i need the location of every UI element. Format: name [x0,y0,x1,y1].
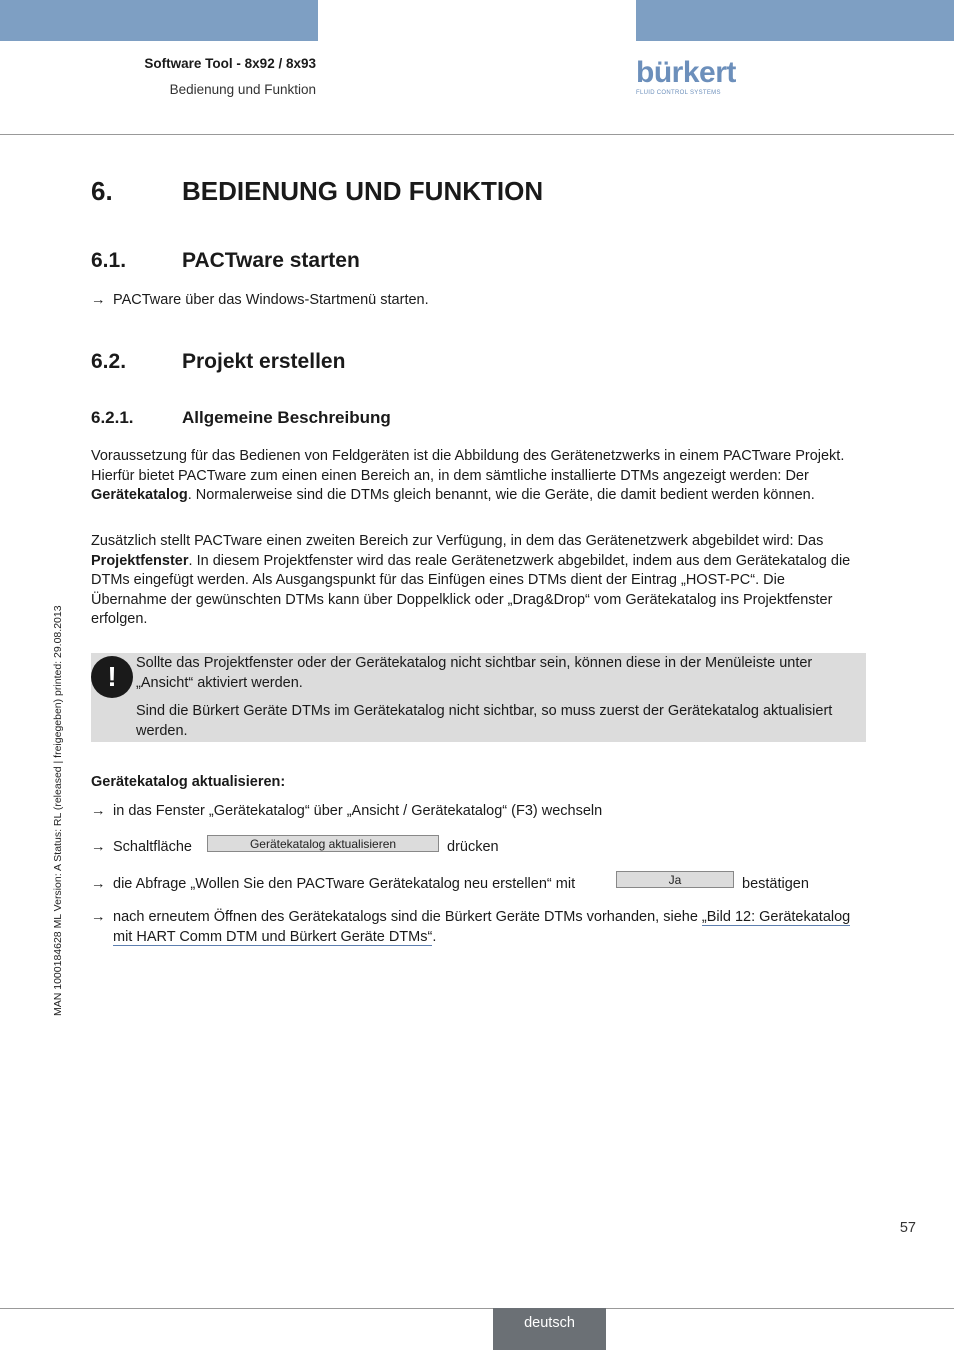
exclamation-icon: ! [91,656,133,698]
section-number: 6. [91,176,113,206]
page-number: 57 [899,1220,916,1236]
update-step-4-arrow [91,908,113,928]
header-subtitle: Bedienung und Funktion [169,82,316,97]
arrow-icon: → [91,839,106,855]
paragraph-projektfenster [91,532,856,630]
step-text: Schaltfläche [113,839,192,855]
subsection-6-2-1-title: Allgemeine Beschreibung [182,408,391,427]
logo-word: bürkert [636,56,736,89]
language-tab: deutsch [493,1308,606,1350]
header-bar-right [636,0,954,41]
subsection-6-2-title: Projekt erstellen [182,350,346,373]
term-projektfenster: Projektfenster [91,552,189,569]
update-catalog-button-illustration: Gerätekatalog aktualisieren [207,835,439,852]
subsection-6-1-title: PACTware starten [182,249,360,272]
update-step-4 [113,908,873,947]
step-text: in das Fenster „Gerätekatalog“ über „Ansicht / Gerätekatalog“ (F3) wechseln [113,803,603,819]
yes-button-illustration: Ja [616,871,734,888]
paragraph-gerätekatalog [91,447,856,506]
term-geraetekatalog: Gerätekatalog [91,487,188,503]
logo-tagline: FLUID CONTROL SYSTEMS [636,90,721,96]
burkert-logo [636,58,736,96]
step-text: . [432,928,437,945]
note-text-1: Sollte das Projektfenster oder der Gerätekatalog nicht sichtbar sein, können diese in der Menüleiste unter „Ansicht“ aktiviert werden. [136,655,813,691]
header-title: Software Tool - 8x92 / 8x93 [144,56,316,71]
update-step-2-suffix: drücken [447,839,499,855]
update-step-2 [91,838,192,858]
step-start-pactware [91,291,429,311]
step-text: nach erneutem Öffnen des Gerätekatalogs sind die Bürkert Geräte DTMs vorhanden, siehe [113,909,702,925]
arrow-icon: → [91,292,106,308]
figure-12-link[interactable]: „Bild 12: Gerätekatalog mit HART Comm DTM und Bürkert Geräte DTMs“ [113,909,851,945]
document-metadata-sidebar: MAN 1000184628 ML Version: A Status: RL (released | freigegeben) printed: 29.08.2013 [52,605,64,1016]
note-text-2: Sind die Bürkert Geräte DTMs im Gerätekatalog nicht sichtbar, so muss zuerst der Gerätekatalog aktualisiert werden. [136,703,833,739]
update-step-1 [91,802,602,822]
subsection-6-2-1-number: 6.2.1. [91,408,134,427]
arrow-icon: → [91,876,106,892]
update-step-3 [91,875,575,895]
update-heading: Gerätekatalog aktualisieren: [91,774,286,790]
footer-divider [0,1308,954,1309]
step-text: PACTware über das Windows-Startmenü starten. [113,292,429,308]
paragraph-text: Voraussetzung für das Bedienen von Feldgeräten ist die Abbildung des Gerätenetzwerks in einem PACTware Projekt. Hierfür bietet PACTware zum einen einen Bereich an, in dem sämtliche installierte DTMs angezeigt werden: Der [91,448,845,484]
subsection-6-1-number: 6.1. [91,249,127,272]
paragraph-text: . In diesem Projektfenster wird das reale Gerätenetzwerk abgebildet, indem aus dem Gerätekatalog die DTMs eingefügt werden. Als Ausgangspunkt für das Einfügen eines DTMs dient der Eintrag „HOST-PC“. Die Übernahme der gewünschten DTMs kann über Doppelklick oder „Drag&Drop“ vom Gerätekatalog ins Projektfenster erfolgen. [91,552,851,627]
arrow-icon: → [91,803,106,819]
subsection-6-2-number: 6.2. [91,350,127,373]
paragraph-text: . Normalerweise sind die DTMs gleich benannt, wie die Geräte, die damit bedient werden können. [187,487,815,503]
section-title: BEDIENUNG UND FUNKTION [182,176,544,206]
header-bar-left [0,0,318,41]
paragraph-text: Zusätzlich stellt PACTware einen zweiten Bereich zur Verfügung, in dem das Gerätenetzwerk abgebildet wird: Das [91,533,824,549]
note-box [91,653,866,742]
arrow-icon: → [91,909,106,925]
step-text: die Abfrage „Wollen Sie den PACTware Gerätekatalog neu erstellen“ mit [113,876,576,892]
update-step-3-suffix: bestätigen [742,876,809,892]
header-divider [0,134,954,135]
